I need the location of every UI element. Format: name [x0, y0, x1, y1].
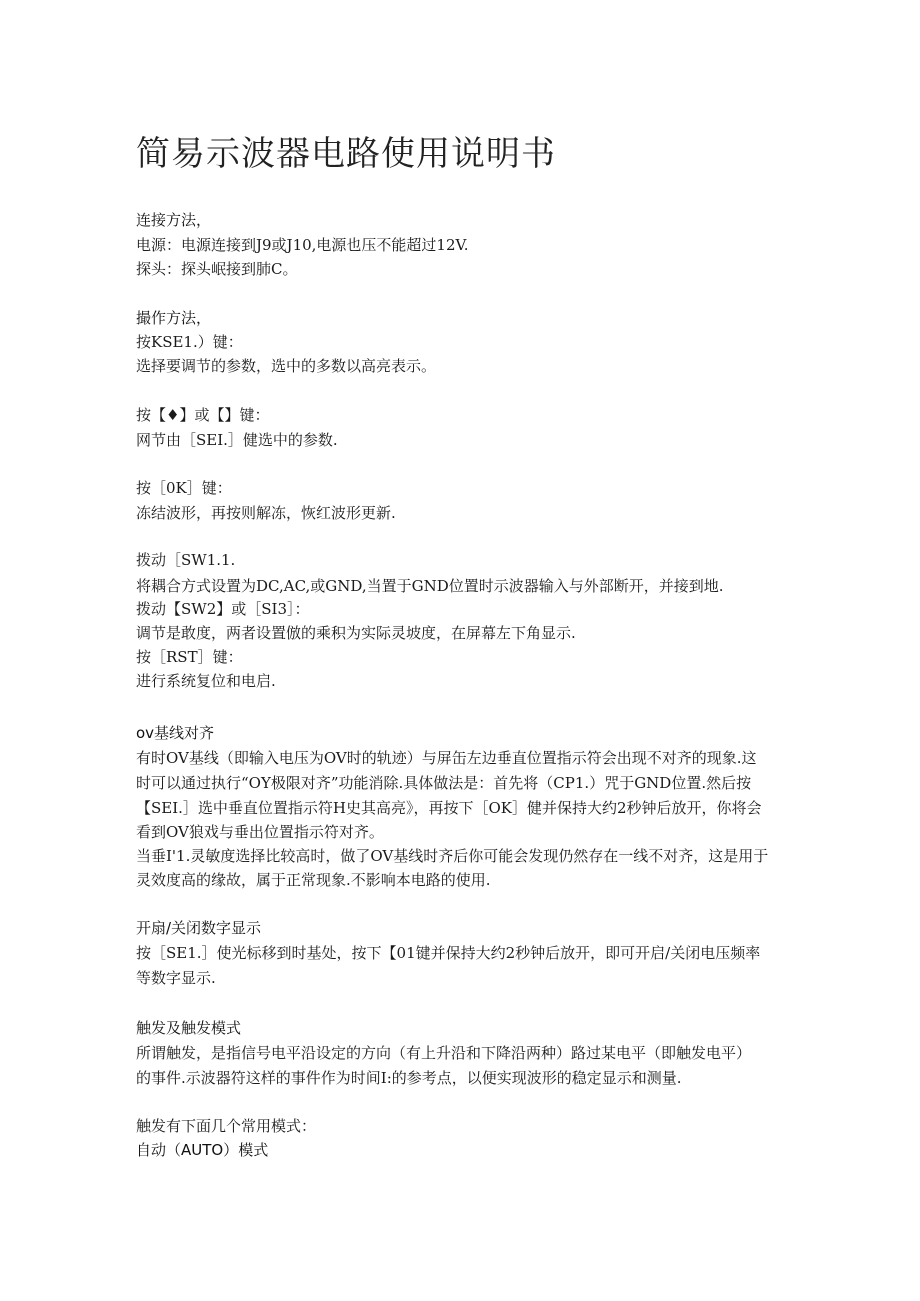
- section-heading-digital-display: 开扇/关闭数字显示: [136, 919, 262, 937]
- section-heading-connection: 连接方法，: [136, 211, 212, 229]
- paragraph-digital-line: 等数字显示.: [136, 969, 216, 987]
- paragraph-digital-line: 按［SE1.］使光标移到时基处，按下【01键并保持大约2秒钟后放开，即可开启/关闭电压频率: [136, 944, 761, 962]
- paragraph-power: 电源：电源连接到J9或J10,电源也压不能超过12V.: [136, 236, 469, 254]
- paragraph-sw1-desc: 将耦合方式设置为DC,AC,或GND,当置于GND位置时示波器输入与外部断开，并接到地.: [136, 577, 724, 595]
- paragraph-ok-key: 按［0K］键：: [136, 479, 232, 497]
- paragraph-baseline-line: 时可以通过执行“OY极限对齐”功能消除.具体做法是：首先将（CP1.）咒于GND位置.然后按: [136, 774, 752, 792]
- paragraph-rst-desc: 进行系统复位和电启.: [136, 672, 276, 690]
- paragraph-probe: 探头：探头岷接到肺C。: [136, 260, 298, 278]
- paragraph-sw2: 拨动【SW2】或［SI3］：: [136, 600, 310, 618]
- paragraph-arrow-desc: 网节由［SEI.］健选中的参数.: [136, 431, 338, 449]
- subheading-auto-mode: 自动（AUTO）模式: [136, 1141, 269, 1159]
- section-heading-operation: 撮作方法，: [136, 309, 212, 327]
- paragraph-sw2-desc: 调节是敢度，两者设置倣的乘积为实际灵坡度，在屏幕左下角显示.: [136, 624, 576, 642]
- paragraph-arrow-keys: 按【♦】或【】键：: [136, 406, 270, 424]
- paragraph-trigger-line: 所谓触发，是指信号电平沿设定的方向（有上升沿和下降沿两种）路过某电平（即触发电平）: [136, 1044, 752, 1062]
- paragraph-baseline-line: 当垂I'1.灵敏度选择比较高时，做了OV基线时齐后你可能会发现仍然存在一线不对齐，这是用于: [136, 847, 769, 865]
- paragraph-sel-desc: 选择要调节的参数，选中的多数以高亮表示。: [136, 357, 437, 375]
- paragraph-sw1: 拨动［SW1.1.: [136, 551, 236, 569]
- paragraph-ok-desc: 冻结波形，再按则解冻，恢红波形更新.: [136, 504, 396, 522]
- paragraph-trigger-line: 的事件.示波器符这样的事件作为时间I:的参考点，以便实现波形的稳定显示和测量.: [136, 1069, 682, 1087]
- section-heading-baseline: ov基线对齐: [136, 724, 215, 742]
- document-title: 简易示波器电路使用说明书: [136, 134, 556, 174]
- paragraph-sel-key: 按KSE1.）键：: [136, 333, 243, 351]
- paragraph-baseline-line: 看到OV狼戏与垂出位置指示符对齐。: [136, 823, 384, 841]
- paragraph-baseline-line: 灵效度高的缘故，属于正常现象.不影响本电路的使用.: [136, 871, 491, 889]
- paragraph-baseline-line: 有时OV基线（即输入电压为OV时的轨迹）与屏缶左边垂直位置指示符会出现不对齐的现象.这: [136, 749, 757, 767]
- paragraph-baseline-line: 【SEI.］选中垂直位置指示符H史其高亮》，再按下［OK］健并保持大约2秒钟后放开，你将会: [136, 799, 762, 817]
- paragraph-rst-key: 按［RST］键：: [136, 648, 243, 666]
- paragraph-trigger-modes: 触发有下面几个常用模式：: [136, 1117, 317, 1135]
- section-heading-trigger: 触发及触发模式: [136, 1019, 242, 1037]
